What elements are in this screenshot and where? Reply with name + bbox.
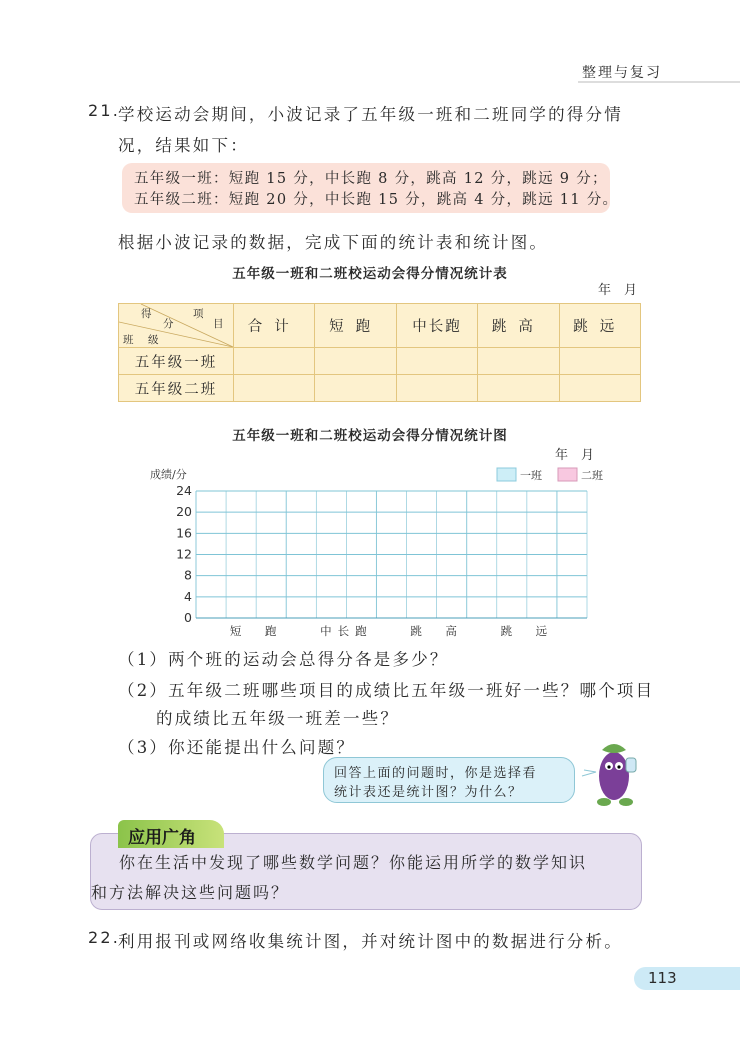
question-21-text-line2: 况，结果如下：	[118, 136, 249, 155]
y-tick-label: 20	[176, 504, 192, 520]
x-category-label: 跳 高	[410, 624, 463, 638]
bubble-line1: 回答上面的问题时，你是选择看	[334, 766, 538, 781]
table-row	[119, 348, 641, 375]
corner-label-xiang: 项	[193, 308, 206, 320]
corner-label-banji: 班 级	[123, 334, 161, 346]
section-header: 整理与复习	[582, 65, 662, 81]
col-header-high-jump: 跳高	[478, 304, 559, 348]
col-header-middle-distance: 中长跑	[396, 304, 477, 348]
table-cell[interactable]	[559, 348, 640, 375]
col-header-sprint: 短跑	[315, 304, 396, 348]
question-number-22: 22.	[88, 928, 121, 947]
instruction-text: 根据小波记录的数据，完成下面的统计表和统计图。	[118, 233, 549, 252]
question-number-21: 21.	[88, 101, 121, 120]
question-1: （1）两个班的运动会总得分各是多少？	[118, 650, 449, 669]
y-tick-label: 24	[176, 483, 192, 498]
legend-swatch-class2	[558, 468, 577, 481]
table-cell[interactable]	[478, 348, 559, 375]
table-date: 年 月	[598, 283, 638, 298]
table-cell[interactable]	[315, 348, 396, 375]
y-tick-label: 8	[184, 567, 192, 583]
corner-cell	[119, 304, 234, 348]
table-cell[interactable]	[396, 348, 477, 375]
y-tick-label: 16	[176, 525, 192, 541]
table-cell[interactable]	[559, 375, 640, 402]
corner-label-mu: 目	[213, 318, 226, 330]
row-label-class2: 五年级二班	[119, 375, 234, 402]
application-corner-tab	[118, 820, 224, 848]
question-2-line2: 的成绩比五年级一班差一些？	[156, 709, 400, 728]
y-tick-label: 12	[176, 546, 192, 562]
table-title: 五年级一班和二班校运动会得分情况统计表	[232, 266, 508, 282]
x-category-label: 短 跑	[229, 624, 283, 638]
score-record-box	[122, 163, 619, 213]
page-number-tab	[634, 967, 740, 990]
chart-title: 五年级一班和二班校运动会得分情况统计图	[232, 428, 508, 444]
col-header-total: 合计	[234, 304, 315, 348]
x-category-label: 中长跑	[320, 624, 373, 638]
page-number: 113	[648, 969, 677, 987]
table-cell[interactable]	[234, 375, 315, 402]
y-tick-label: 0	[184, 610, 192, 625]
corner-label-fen: 分	[163, 318, 176, 330]
header-divider	[578, 81, 740, 83]
corner-label-de: 得	[141, 308, 154, 320]
table-row	[119, 375, 641, 402]
eggplant-mascot-icon	[578, 736, 644, 808]
bar-chart-grid	[140, 460, 620, 645]
table-header-row	[119, 304, 641, 348]
question-3: （3）你还能提出什么问题？	[118, 738, 356, 757]
chart-date: 年 月	[555, 448, 595, 463]
table-cell[interactable]	[396, 375, 477, 402]
legend-label-class2: 二班	[581, 469, 603, 482]
speech-bubble	[323, 757, 575, 803]
legend-swatch-class1	[497, 468, 516, 481]
application-text-line1: 你在生活中发现了哪些数学问题？你能运用所学的数学知识	[119, 853, 588, 872]
application-corner-label: 应用广角	[128, 828, 196, 848]
question-21-text-line1: 学校运动会期间，小波记录了五年级一班和二班同学的得分情	[118, 105, 623, 124]
statistics-table	[118, 303, 641, 402]
record-class1: 五年级一班：短跑 15 分，中长跑 8 分，跳高 12 分，跳远 9 分；	[134, 171, 608, 187]
legend-label-class1: 一班	[520, 469, 542, 482]
col-header-long-jump: 跳远	[559, 304, 640, 348]
record-class2: 五年级二班：短跑 20 分，中长跑 15 分，跳高 4 分，跳远 11 分。	[134, 192, 619, 208]
question-2-line1: （2）五年级二班哪些项目的成绩比五年级一班好一些？哪个项目	[118, 681, 655, 700]
bubble-line2: 统计表还是统计图？为什么？	[334, 785, 523, 800]
table-cell[interactable]	[478, 375, 559, 402]
x-category-label: 跳 远	[500, 624, 554, 638]
application-text-line2: 和方法解决这些问题吗？	[91, 883, 290, 902]
table-cell[interactable]	[315, 375, 396, 402]
y-tick-label: 4	[184, 588, 192, 604]
y-axis-label: 成绩/分	[150, 468, 187, 481]
row-label-class1: 五年级一班	[119, 348, 234, 375]
question-22-text: 利用报刊或网络收集统计图，并对统计图中的数据进行分析。	[118, 932, 623, 951]
table-cell[interactable]	[234, 348, 315, 375]
